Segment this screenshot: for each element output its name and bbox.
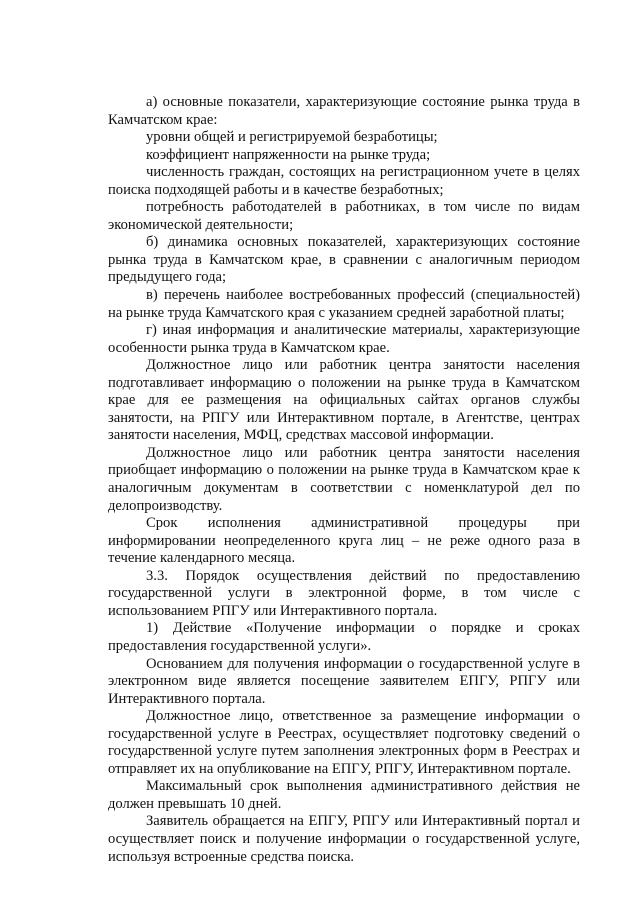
paragraph: Максимальный срок выполнения административного действия не должен превышать 10 дней.	[108, 778, 580, 812]
paragraph: Основанием для получения информации о государственной услуге в электронном виде является посещение заявителем ЕПГУ, РПГУ или Интерактивного портала.	[108, 655, 580, 707]
paragraph: потребность работодателей в работниках, в том числе по видам экономической деятельности;	[108, 199, 580, 233]
paragraph: коэффициент напряженности на рынке труда;	[146, 146, 431, 163]
paragraph: в) перечень наиболее востребованных профессий (специальностей) на рынке труда Камчатского края с указанием средней заработной платы;	[108, 287, 580, 321]
section-heading: 3.3. Порядок осуществления действий по предоставлению государственной услуги в электронной форме, в том числе с использованием РПГУ или Интерактивного портала.	[108, 567, 580, 619]
paragraph: Должностное лицо или работник центра занятости населения приобщает информацию о положении на рынке труда в Камчатском крае к аналогичным документам в соответствии с номенклатурой дел по делопроизводству.	[108, 444, 580, 514]
document-body	[108, 94, 580, 866]
paragraph: Заявитель обращается на ЕПГУ, РПГУ или Интерактивный портал и осуществляет поиск и получение информации о государственной услуге, используя встроенные средства поиска.	[108, 813, 580, 865]
paragraph: б) динамика основных показателей, характеризующих состояние рынка труда в Камчатском крае, в сравнении с аналогичным периодом предыдущего года;	[108, 234, 580, 286]
paragraph: Должностное лицо или работник центра занятости населения подготавливает информацию о положении на рынке труда в Камчатском крае для ее размещения на официальных сайтах органов службы занятости, на РПГУ или Интерактивном портале, в Агентстве, центрах занятости населения, МФЦ, средствах массовой информации.	[108, 357, 580, 444]
paragraph: Срок исполнения административной процедуры при информировании неопределенного круга лиц – не реже одного раза в течение календарного месяца.	[108, 515, 580, 567]
paragraph: г) иная информация и аналитические материалы, характеризующие особенности рынка труда в Камчатском крае.	[108, 322, 580, 356]
paragraph: уровни общей и регистрируемой безработицы;	[146, 129, 438, 146]
paragraph: а) основные показатели, характеризующие состояние рынка труда в Камчатском крае:	[108, 94, 580, 128]
action-heading: 1) Действие «Получение информации о порядке и сроках предоставления государственной услуги».	[108, 620, 580, 654]
paragraph: Должностное лицо, ответственное за размещение информации о государственной услуге в Реестрах, осуществляет подготовку сведений о государственной услуге путем заполнения электронных форм в Реестрах и отправляет их на опубликование на ЕПГУ, РПГУ, Интерактивном портале.	[108, 708, 580, 777]
paragraph: численность граждан, состоящих на регистрационном учете в целях поиска подходящей работы и в качестве безработных;	[108, 164, 580, 198]
